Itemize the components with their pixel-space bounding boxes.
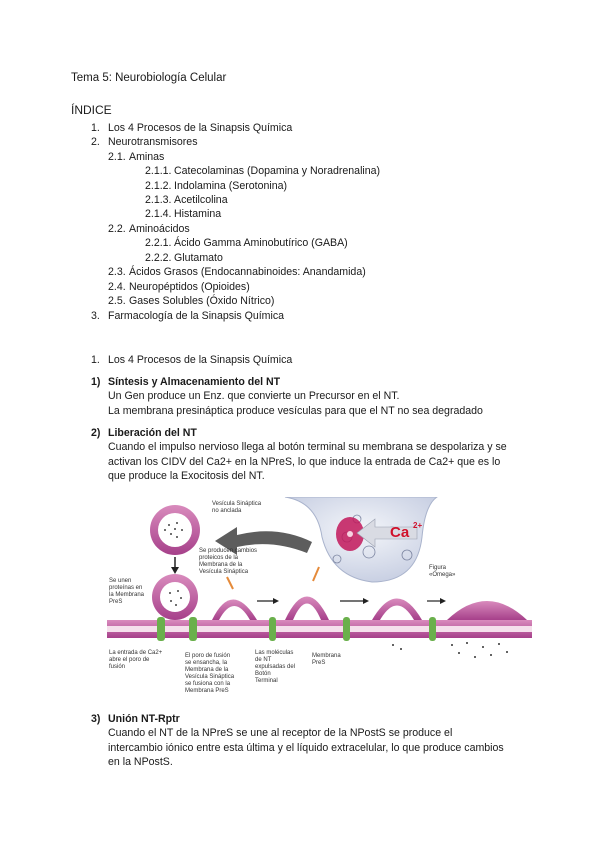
index-text: Farmacología de la Sinapsis Química xyxy=(108,310,285,322)
index-num: 2.2.2. xyxy=(145,252,172,264)
process-text: que produce la Exocitosis del NT. xyxy=(108,470,265,482)
label-fusion-pore: Membrana PreS xyxy=(185,688,229,694)
index-num: 2.1.2. xyxy=(145,180,172,192)
process-text: Cuando el NT de la NPreS se une al receptor de la NPostS se produce el xyxy=(108,727,453,739)
label-fusion-pore: se fusiona con la xyxy=(185,681,231,687)
label-molecules: expulsadas del xyxy=(255,664,296,670)
label-omega: Figura xyxy=(429,565,447,571)
label-fusion-pore: se ensancha, la xyxy=(185,660,228,666)
calcium-charge: 2+ xyxy=(413,521,423,530)
index-num: 2.4. xyxy=(108,281,126,293)
label-proteins-left: Se unen xyxy=(109,578,132,584)
index-num: 2.5. xyxy=(108,295,126,307)
label-molecules: de NT xyxy=(255,657,272,663)
index-text: Aminoácidos xyxy=(129,223,190,235)
label-molecules: Las moléculas xyxy=(255,650,294,656)
index-num: 2.2.1. xyxy=(145,237,172,249)
label-proteins-top: Se producen cambios xyxy=(199,548,258,554)
synaptic-vesicle-illustration xyxy=(150,505,200,555)
exocytosis-figure xyxy=(107,497,532,702)
label-vesicle: no anclada xyxy=(212,508,242,514)
section-num: 1. xyxy=(91,354,100,366)
label-molecules: Botón xyxy=(255,671,271,677)
page-title: Tema 5: Neurobiología Celular xyxy=(71,72,227,84)
process-text: La membrana presináptica produce vesículas para que el NT no sea degradado xyxy=(108,405,483,417)
index-text: Neuropéptidos (Opioides) xyxy=(129,281,250,293)
calcium-label: Ca xyxy=(390,524,410,541)
index-text: Catecolaminas (Dopamina y Noradrenalina) xyxy=(174,165,381,177)
index-num: 2. xyxy=(91,136,100,148)
label-proteins-left: la Membrana xyxy=(109,592,145,598)
process-title: Síntesis y Almacenamiento del NT xyxy=(108,376,281,388)
docked-vesicle-illustration xyxy=(152,574,198,620)
index-text: Neurotransmisores xyxy=(108,136,198,148)
index-text: Ácidos Grasos (Endocannabinoides: Anandamida) xyxy=(129,266,366,278)
label-membrane: Membrana xyxy=(312,653,341,659)
process-num: 1) xyxy=(91,376,101,388)
index-num: 2.1.4. xyxy=(145,208,172,220)
process-text: Cuando el impulso nervioso llega al botón terminal su membrana se despolariza y se xyxy=(108,441,507,453)
process-text: Un Gen produce un Enz. que convierte un Precursor en el NT. xyxy=(108,390,400,402)
label-fusion-pore: Membrana de la xyxy=(185,667,229,673)
label-omega: «Omega» xyxy=(429,572,456,578)
process-text: intercambio iónico entre esta última y el líquido extracelular, lo que produce cambios xyxy=(108,742,504,754)
index-text: Glutamato xyxy=(174,252,223,264)
index-num: 2.2. xyxy=(108,223,126,235)
nerve-terminal-illustration xyxy=(285,497,437,582)
label-vesicle: Vesícula Sináptica xyxy=(212,501,262,507)
index-text: Histamina xyxy=(174,208,222,220)
process-text: activan los CIDV del Ca2+ en la NPreS, lo que induce la entrada de Ca2+ que es lo xyxy=(108,456,501,468)
index-num: 2.1.3. xyxy=(145,194,172,206)
index-num: 2.3. xyxy=(108,266,126,278)
label-fusion-pore: Vesícula Sináptica xyxy=(185,674,235,680)
label-proteins-top: proteicos de la xyxy=(199,555,239,561)
label-proteins-left: proteínas en xyxy=(109,585,143,591)
index-text: Los 4 Procesos de la Sinapsis Química xyxy=(108,122,293,134)
section-heading: Los 4 Procesos de la Sinapsis Química xyxy=(108,354,293,366)
index-text: Indolamina (Serotonina) xyxy=(174,180,288,192)
index-num: 3. xyxy=(91,310,100,322)
index-text: Gases Solubles (Óxido Nítrico) xyxy=(129,295,275,307)
process-num: 2) xyxy=(91,427,101,439)
index-text: Acetilcolina xyxy=(174,194,228,206)
process-num: 3) xyxy=(91,713,101,725)
label-ca-entry: abre el poro de xyxy=(109,657,150,663)
label-ca-entry: La entrada de Ca2+ xyxy=(109,650,163,656)
process-title: Unión NT-Rptr xyxy=(108,713,180,725)
index-num: 2.1.1. xyxy=(145,165,172,177)
label-membrane: PreS xyxy=(312,660,326,666)
index-text: Aminas xyxy=(129,151,165,163)
index-num: 1. xyxy=(91,122,100,134)
process-title: Liberación del NT xyxy=(108,427,197,439)
process-text: en la NPostS. xyxy=(108,756,173,768)
index-heading: ÍNDICE xyxy=(71,103,112,117)
label-proteins-top: Vesícula Sináptica xyxy=(199,569,249,575)
label-ca-entry: fusión xyxy=(109,664,126,670)
index-num: 2.1. xyxy=(108,151,126,163)
label-molecules: Terminal xyxy=(255,678,278,684)
label-proteins-left: PreS xyxy=(109,599,123,605)
index-text: Ácido Gamma Aminobutírico (GABA) xyxy=(174,237,348,249)
label-proteins-top: Membrana de la xyxy=(199,562,243,568)
label-fusion-pore: El poro de fusión xyxy=(185,653,231,659)
